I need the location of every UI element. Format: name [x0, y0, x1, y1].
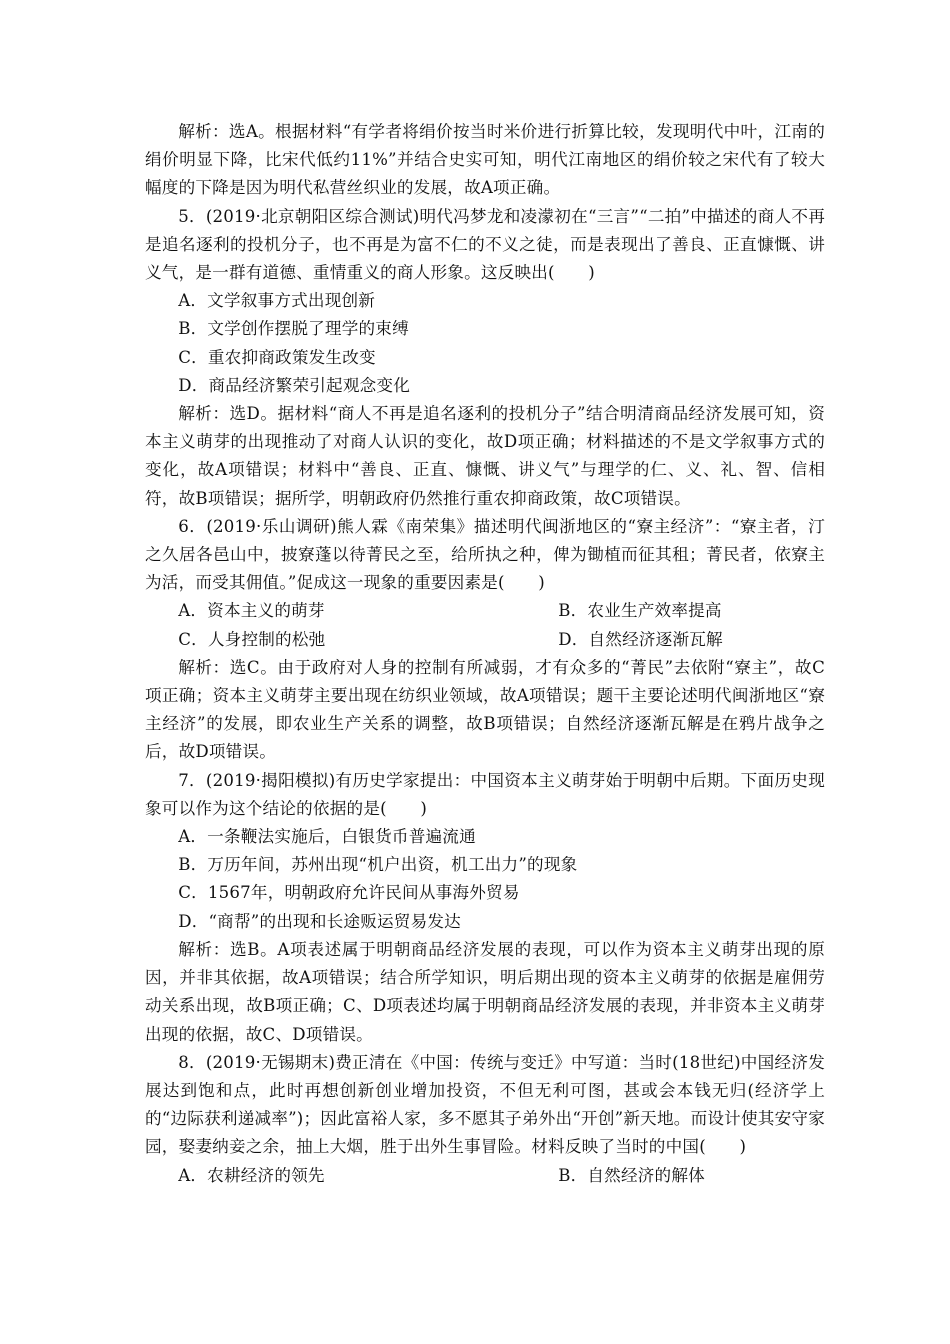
q8-option-b: B．自然经济的解体	[558, 1165, 705, 1185]
q7-stem: 7．(2019·揭阳模拟)有历史学家提出：中国资本主义萌芽始于明朝中后期。下面历史现象可以作为这个结论的依据的是( )	[145, 770, 825, 818]
q7-option-b: B．万历年间，苏州出现“机户出资，机工出力”的现象	[178, 855, 578, 875]
q7-option-d: D．“商帮”的出现和长途贩运贸易发达	[178, 911, 461, 931]
q6-option-d: D．自然经济逐渐瓦解	[558, 629, 723, 649]
q5-option-d: D．商品经济繁荣引起观念变化	[178, 375, 411, 395]
q7-analysis: 解析：选B。A项表述属于明朝商品经济发展的表现，可以作为资本主义萌芽出现的原因，并非其依据，故A项错误；结合所学知识，明后期出现的资本主义萌芽的依据是雇佣劳动关系出现，故B项正确；C、D项表述均属于明朝商品经济发展的表现，并非资本主义萌芽出现的依据，故C、D项错误。	[145, 939, 825, 1044]
q5-analysis: 解析：选D。据材料“商人不再是追名逐利的投机分子”结合明清商品经济发展可知，资本主义萌芽的出现推动了对商人认识的变化，故D项正确；材料描述的不是文学叙事方式的变化，故A项错误；材料中“善良、正直、慷慨、讲义气”与理学的仁、义、礼、智、信相符，故B项错误；据所学，明朝政府仍然推行重农抑商政策，故C项错误。	[145, 404, 825, 508]
document-page	[145, 118, 825, 1190]
q5-option-a: A．文学叙事方式出现创新	[178, 291, 376, 311]
q5-stem: 5．(2019·北京朝阳区综合测试)明代冯梦龙和凌濛初在“三言”“二拍”中描述的商人不再是追名逐利的投机分子，也不再是为富不仁的不义之徒，而是表现出了善良、正直慷慨、讲义气，是一群有道德、重情重义的商人形象。这反映出( )	[145, 206, 825, 283]
q6-options-row-2	[145, 626, 825, 654]
q6-option-a: A．资本主义的萌芽	[178, 601, 325, 621]
q6-option-c: C．人身控制的松弛	[178, 629, 326, 649]
q8-stem: 8．(2019·无锡期末)费正清在《中国：传统与变迁》中写道：当时(18世纪)中国经济发展达到饱和点，此时再想创新创业增加投资，不但无利可图，甚或会本钱无归(经济学上的“边际获利递减率”)；因此富裕人家，多不愿其子弟外出“开创”新天地。而设计使其安守家园，娶妻纳妾之余，抽上大烟，胜于出外生事冒险。材料反映了当时的中国( )	[145, 1052, 825, 1157]
q8-option-a: A．农耕经济的领先	[178, 1165, 325, 1185]
q7-option-a: A．一条鞭法实施后，白银货币普遍流通	[178, 827, 476, 847]
q4-analysis: 解析：选A。根据材料“有学者将绢价按当时米价进行折算比较，发现明代中叶，江南的绢价明显下降，比宋代低约11%”并结合史实可知，明代江南地区的绢价较之宋代有了较大幅度的下降是因为明代私营丝织业的发展，故A项正确。	[145, 122, 825, 198]
q6-options-row-1	[145, 597, 825, 625]
q6-option-b: B．农业生产效率提高	[558, 601, 722, 621]
q6-analysis: 解析：选C。由于政府对人身的控制有所减弱，才有众多的“菁民”去依附“寮主”，故C项正确；资本主义萌芽主要出现在纺织业领域，故A项错误；题干主要论述明代闽浙地区“寮主经济”的发展，即农业生产关系的调整，故B项错误；自然经济逐渐瓦解是在鸦片战争之后，故D项错误。	[145, 657, 825, 762]
q7-option-c: C．1567年，明朝政府允许民间从事海外贸易	[178, 883, 520, 903]
q5-option-b: B．文学创作摆脱了理学的束缚	[178, 319, 409, 339]
q8-options-row-1	[145, 1162, 825, 1190]
q6-stem: 6．(2019·乐山调研)熊人霖《南荣集》描述明代闽浙地区的“寮主经济”：“寮主者，汀之久居各邑山中，披寮蓬以待菁民之至，给所执之种，俾为锄植而征其租；菁民者，依寮主为活，而受其佣值。”促成这一现象的重要因素是( )	[145, 516, 825, 593]
q5-option-c: C．重农抑商政策发生改变	[178, 347, 376, 367]
